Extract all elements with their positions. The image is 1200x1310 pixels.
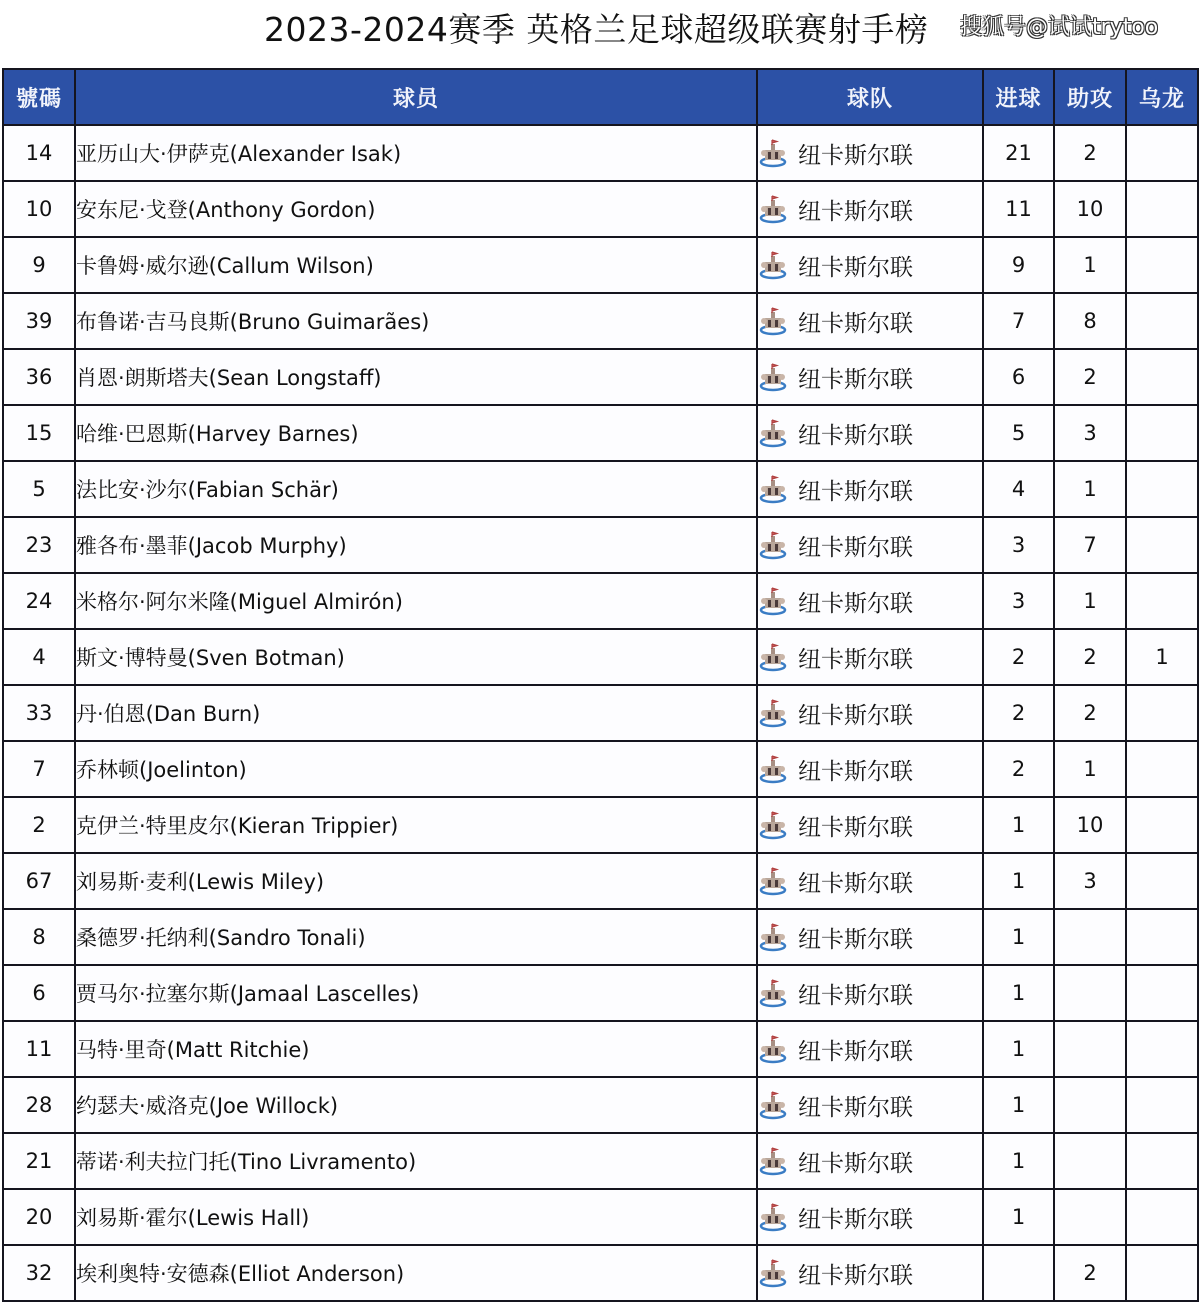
team-name: 纽卡斯尔联 bbox=[798, 142, 913, 169]
cell-player: 布鲁诺·吉马良斯(Bruno Guimarães) bbox=[75, 293, 757, 349]
team-name: 纽卡斯尔联 bbox=[798, 702, 913, 729]
cell-goals: 1 bbox=[983, 1077, 1054, 1133]
cell-assists: 2 bbox=[1054, 349, 1126, 405]
cell-player: 克伊兰·特里皮尔(Kieran Trippier) bbox=[75, 797, 757, 853]
cell-player: 蒂诺·利夫拉门托(Tino Livramento) bbox=[75, 1133, 757, 1189]
cell-number: 8 bbox=[3, 909, 75, 965]
cell-own-goals bbox=[1126, 853, 1198, 909]
team-name: 纽卡斯尔联 bbox=[798, 422, 913, 449]
cell-goals: 4 bbox=[983, 461, 1054, 517]
cell-player: 埃利奥特·安德森(Elliot Anderson) bbox=[75, 1245, 757, 1301]
cell-goals: 21 bbox=[983, 125, 1054, 181]
team-name: 纽卡斯尔联 bbox=[798, 1206, 913, 1233]
cell-number: 10 bbox=[3, 181, 75, 237]
cell-player: 约瑟夫·威洛克(Joe Willock) bbox=[75, 1077, 757, 1133]
cell-number: 21 bbox=[3, 1133, 75, 1189]
newcastle-crest-icon bbox=[758, 810, 788, 840]
cell-number: 24 bbox=[3, 573, 75, 629]
table-row bbox=[3, 1133, 1198, 1189]
newcastle-crest-icon bbox=[758, 362, 788, 392]
team-name: 纽卡斯尔联 bbox=[798, 870, 913, 897]
table-row bbox=[3, 461, 1198, 517]
cell-goals: 2 bbox=[983, 685, 1054, 741]
cell-goals: 9 bbox=[983, 237, 1054, 293]
table-row bbox=[3, 125, 1198, 181]
cell-player: 哈维·巴恩斯(Harvey Barnes) bbox=[75, 405, 757, 461]
cell-own-goals bbox=[1126, 741, 1198, 797]
cell-team bbox=[757, 237, 983, 293]
cell-assists: 2 bbox=[1054, 125, 1126, 181]
cell-goals: 11 bbox=[983, 181, 1054, 237]
newcastle-crest-icon bbox=[758, 1090, 788, 1120]
table-row bbox=[3, 965, 1198, 1021]
cell-own-goals bbox=[1126, 1245, 1198, 1301]
cell-assists: 2 bbox=[1054, 629, 1126, 685]
cell-own-goals bbox=[1126, 797, 1198, 853]
cell-number: 23 bbox=[3, 517, 75, 573]
page-title: 2023-2024赛季 英格兰足球超级联赛射手榜 bbox=[264, 10, 929, 49]
cell-own-goals bbox=[1126, 909, 1198, 965]
cell-team bbox=[757, 293, 983, 349]
newcastle-crest-icon bbox=[758, 250, 788, 280]
table-row bbox=[3, 853, 1198, 909]
newcastle-crest-icon bbox=[758, 1258, 788, 1288]
cell-assists: 7 bbox=[1054, 517, 1126, 573]
cell-goals bbox=[983, 1245, 1054, 1301]
cell-assists bbox=[1054, 1133, 1126, 1189]
cell-assists: 3 bbox=[1054, 405, 1126, 461]
cell-own-goals bbox=[1126, 1021, 1198, 1077]
cell-player: 亚历山大·伊萨克(Alexander Isak) bbox=[75, 125, 757, 181]
newcastle-crest-icon bbox=[758, 698, 788, 728]
cell-assists: 1 bbox=[1054, 237, 1126, 293]
cell-assists: 1 bbox=[1054, 741, 1126, 797]
cell-team bbox=[757, 909, 983, 965]
table-row bbox=[3, 573, 1198, 629]
cell-player: 斯文·博特曼(Sven Botman) bbox=[75, 629, 757, 685]
table-row bbox=[3, 909, 1198, 965]
cell-assists: 10 bbox=[1054, 797, 1126, 853]
cell-own-goals bbox=[1126, 461, 1198, 517]
team-name: 纽卡斯尔联 bbox=[798, 982, 913, 1009]
cell-assists bbox=[1054, 965, 1126, 1021]
cell-own-goals bbox=[1126, 965, 1198, 1021]
cell-goals: 3 bbox=[983, 573, 1054, 629]
cell-assists: 1 bbox=[1054, 573, 1126, 629]
cell-assists: 8 bbox=[1054, 293, 1126, 349]
newcastle-crest-icon bbox=[758, 586, 788, 616]
cell-team bbox=[757, 797, 983, 853]
table-row bbox=[3, 181, 1198, 237]
cell-assists bbox=[1054, 909, 1126, 965]
cell-number: 36 bbox=[3, 349, 75, 405]
cell-player: 刘易斯·霍尔(Lewis Hall) bbox=[75, 1189, 757, 1245]
cell-number: 20 bbox=[3, 1189, 75, 1245]
team-name: 纽卡斯尔联 bbox=[798, 534, 913, 561]
cell-number: 32 bbox=[3, 1245, 75, 1301]
cell-team bbox=[757, 349, 983, 405]
cell-number: 11 bbox=[3, 1021, 75, 1077]
table-row bbox=[3, 349, 1198, 405]
newcastle-crest-icon bbox=[758, 194, 788, 224]
cell-player: 丹·伯恩(Dan Burn) bbox=[75, 685, 757, 741]
cell-assists bbox=[1054, 1021, 1126, 1077]
header-goals: 进球 bbox=[983, 69, 1054, 125]
team-name: 纽卡斯尔联 bbox=[798, 926, 913, 953]
cell-number: 28 bbox=[3, 1077, 75, 1133]
cell-player: 肖恩·朗斯塔夫(Sean Longstaff) bbox=[75, 349, 757, 405]
scorers-table bbox=[2, 68, 1199, 1302]
cell-team bbox=[757, 1021, 983, 1077]
table-row bbox=[3, 629, 1198, 685]
cell-team bbox=[757, 1133, 983, 1189]
cell-team bbox=[757, 629, 983, 685]
cell-team bbox=[757, 1189, 983, 1245]
cell-number: 6 bbox=[3, 965, 75, 1021]
cell-goals: 1 bbox=[983, 797, 1054, 853]
cell-goals: 1 bbox=[983, 1189, 1054, 1245]
cell-team bbox=[757, 965, 983, 1021]
header-number: 號碼 bbox=[3, 69, 75, 125]
cell-player: 卡鲁姆·威尔逊(Callum Wilson) bbox=[75, 237, 757, 293]
table-row bbox=[3, 685, 1198, 741]
cell-goals: 1 bbox=[983, 853, 1054, 909]
cell-number: 4 bbox=[3, 629, 75, 685]
newcastle-crest-icon bbox=[758, 306, 788, 336]
table-row bbox=[3, 797, 1198, 853]
cell-team bbox=[757, 517, 983, 573]
cell-team bbox=[757, 741, 983, 797]
table-body bbox=[3, 125, 1198, 1301]
cell-own-goals bbox=[1126, 293, 1198, 349]
cell-goals: 3 bbox=[983, 517, 1054, 573]
cell-team bbox=[757, 405, 983, 461]
cell-own-goals bbox=[1126, 181, 1198, 237]
table-header-row bbox=[3, 69, 1198, 125]
cell-own-goals bbox=[1126, 1189, 1198, 1245]
team-name: 纽卡斯尔联 bbox=[798, 590, 913, 617]
cell-team bbox=[757, 1245, 983, 1301]
cell-own-goals bbox=[1126, 1077, 1198, 1133]
cell-player: 安东尼·戈登(Anthony Gordon) bbox=[75, 181, 757, 237]
team-name: 纽卡斯尔联 bbox=[798, 1094, 913, 1121]
cell-team bbox=[757, 181, 983, 237]
cell-assists bbox=[1054, 1077, 1126, 1133]
newcastle-crest-icon bbox=[758, 530, 788, 560]
team-name: 纽卡斯尔联 bbox=[798, 366, 913, 393]
cell-assists: 2 bbox=[1054, 685, 1126, 741]
cell-player: 马特·里奇(Matt Ritchie) bbox=[75, 1021, 757, 1077]
cell-goals: 2 bbox=[983, 629, 1054, 685]
cell-own-goals bbox=[1126, 125, 1198, 181]
table-row bbox=[3, 517, 1198, 573]
header-own-goals: 乌龙 bbox=[1126, 69, 1198, 125]
newcastle-crest-icon bbox=[758, 922, 788, 952]
cell-assists: 2 bbox=[1054, 1245, 1126, 1301]
team-name: 纽卡斯尔联 bbox=[798, 1038, 913, 1065]
team-name: 纽卡斯尔联 bbox=[798, 758, 913, 785]
cell-team bbox=[757, 685, 983, 741]
newcastle-crest-icon bbox=[758, 138, 788, 168]
newcastle-crest-icon bbox=[758, 1202, 788, 1232]
cell-assists: 10 bbox=[1054, 181, 1126, 237]
team-name: 纽卡斯尔联 bbox=[798, 198, 913, 225]
newcastle-crest-icon bbox=[758, 1146, 788, 1176]
table-row bbox=[3, 405, 1198, 461]
cell-own-goals bbox=[1126, 237, 1198, 293]
cell-player: 乔林顿(Joelinton) bbox=[75, 741, 757, 797]
cell-number: 15 bbox=[3, 405, 75, 461]
cell-number: 67 bbox=[3, 853, 75, 909]
cell-number: 14 bbox=[3, 125, 75, 181]
newcastle-crest-icon bbox=[758, 474, 788, 504]
cell-team bbox=[757, 573, 983, 629]
cell-number: 5 bbox=[3, 461, 75, 517]
team-name: 纽卡斯尔联 bbox=[798, 1150, 913, 1177]
cell-own-goals: 1 bbox=[1126, 629, 1198, 685]
cell-assists bbox=[1054, 1189, 1126, 1245]
team-name: 纽卡斯尔联 bbox=[798, 814, 913, 841]
team-name: 纽卡斯尔联 bbox=[798, 310, 913, 337]
cell-number: 2 bbox=[3, 797, 75, 853]
cell-team bbox=[757, 1077, 983, 1133]
cell-goals: 5 bbox=[983, 405, 1054, 461]
newcastle-crest-icon bbox=[758, 754, 788, 784]
cell-goals: 7 bbox=[983, 293, 1054, 349]
cell-team bbox=[757, 125, 983, 181]
cell-number: 7 bbox=[3, 741, 75, 797]
cell-number: 9 bbox=[3, 237, 75, 293]
cell-own-goals bbox=[1126, 517, 1198, 573]
header-player: 球员 bbox=[75, 69, 757, 125]
table-row bbox=[3, 1077, 1198, 1133]
table-row bbox=[3, 1189, 1198, 1245]
cell-goals: 1 bbox=[983, 1021, 1054, 1077]
cell-team bbox=[757, 853, 983, 909]
cell-own-goals bbox=[1126, 573, 1198, 629]
table-row bbox=[3, 741, 1198, 797]
team-name: 纽卡斯尔联 bbox=[798, 478, 913, 505]
team-name: 纽卡斯尔联 bbox=[798, 646, 913, 673]
cell-goals: 6 bbox=[983, 349, 1054, 405]
cell-player: 贾马尔·拉塞尔斯(Jamaal Lascelles) bbox=[75, 965, 757, 1021]
cell-goals: 1 bbox=[983, 909, 1054, 965]
watermark: 搜狐号@试试trytoo bbox=[960, 15, 1159, 40]
team-name: 纽卡斯尔联 bbox=[798, 1262, 913, 1289]
cell-player: 桑德罗·托纳利(Sandro Tonali) bbox=[75, 909, 757, 965]
newcastle-crest-icon bbox=[758, 978, 788, 1008]
cell-player: 米格尔·阿尔米隆(Miguel Almirón) bbox=[75, 573, 757, 629]
cell-goals: 1 bbox=[983, 1133, 1054, 1189]
cell-player: 法比安·沙尔(Fabian Schär) bbox=[75, 461, 757, 517]
cell-player: 雅各布·墨菲(Jacob Murphy) bbox=[75, 517, 757, 573]
cell-own-goals bbox=[1126, 405, 1198, 461]
cell-own-goals bbox=[1126, 349, 1198, 405]
cell-player: 刘易斯·麦利(Lewis Miley) bbox=[75, 853, 757, 909]
newcastle-crest-icon bbox=[758, 642, 788, 672]
cell-own-goals bbox=[1126, 685, 1198, 741]
header-assists: 助攻 bbox=[1054, 69, 1126, 125]
newcastle-crest-icon bbox=[758, 866, 788, 896]
cell-team bbox=[757, 461, 983, 517]
table-row bbox=[3, 237, 1198, 293]
table-row bbox=[3, 293, 1198, 349]
newcastle-crest-icon bbox=[758, 418, 788, 448]
cell-goals: 1 bbox=[983, 965, 1054, 1021]
cell-assists: 1 bbox=[1054, 461, 1126, 517]
cell-own-goals bbox=[1126, 1133, 1198, 1189]
header-team: 球队 bbox=[757, 69, 983, 125]
table-row bbox=[3, 1021, 1198, 1077]
cell-number: 39 bbox=[3, 293, 75, 349]
cell-assists: 3 bbox=[1054, 853, 1126, 909]
title-bar bbox=[0, 0, 1200, 62]
table-row bbox=[3, 1245, 1198, 1301]
cell-number: 33 bbox=[3, 685, 75, 741]
cell-goals: 2 bbox=[983, 741, 1054, 797]
team-name: 纽卡斯尔联 bbox=[798, 254, 913, 281]
newcastle-crest-icon bbox=[758, 1034, 788, 1064]
